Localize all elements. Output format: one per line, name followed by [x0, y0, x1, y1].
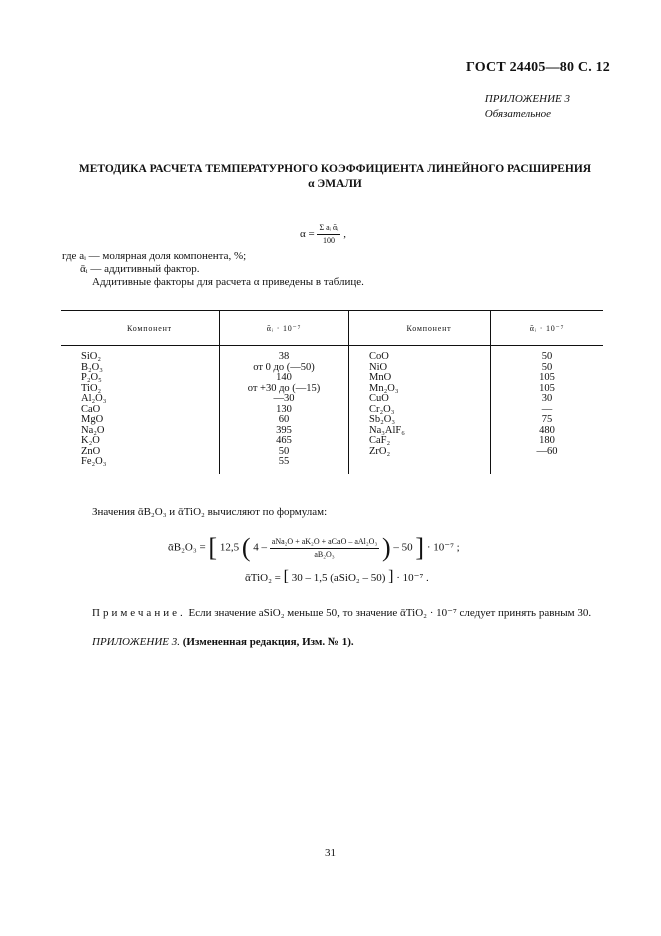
- cell-factor-2: 105: [491, 384, 604, 395]
- definition-alpha: ᾱᵢ — аддитивный фактор.: [80, 263, 200, 275]
- formula-b2o3-fraction: [270, 536, 379, 561]
- header-factor-1: ᾱᵢ · 10⁻⁷: [220, 311, 349, 346]
- document-header: ГОСТ 24405—80 С. 12: [466, 60, 610, 75]
- amendment-note: [92, 636, 354, 648]
- cell-factor-2: [491, 457, 604, 474]
- table-row: [61, 415, 603, 426]
- note: [92, 606, 591, 619]
- cell-factor-1: 140: [220, 373, 349, 384]
- cell-component-2: ZrO₂: [349, 447, 491, 458]
- cell-factor-1: 50: [220, 447, 349, 458]
- paren-open-icon: (: [241, 533, 251, 562]
- additive-factors-table: [61, 310, 603, 474]
- cell-factor-2: —: [491, 405, 604, 416]
- cell-component-1: ZnO: [81, 445, 101, 457]
- cell-component-1: B₂O₃: [81, 361, 103, 373]
- appendix-label: ПРИЛОЖЕНИЕ 3: [484, 93, 570, 105]
- formula-b2o3-denominator: aB₂O₃: [314, 549, 335, 559]
- formula-b2o3: [168, 535, 460, 561]
- header-component-2: Компонент: [349, 311, 491, 346]
- table-row: [61, 394, 603, 405]
- cell-component-2: Sb₂O₃: [349, 415, 491, 426]
- cell-component-1: Al₂O₃: [81, 393, 107, 404]
- cell-factor-1: 395: [220, 426, 349, 437]
- title-line-1: МЕТОДИКА РАСЧЕТА ТЕМПЕРАТУРНОГО КОЭФФИЦИЕНТА ЛИНЕЙНОГО РАСШИРЕНИЯ: [78, 163, 592, 175]
- definitions: [62, 250, 246, 276]
- table-row: [61, 457, 603, 474]
- table-header-row: [61, 311, 603, 346]
- cell-component-1: K₂O: [81, 435, 100, 446]
- cell-component-1: SiO₂: [81, 351, 102, 362]
- table-row: [61, 447, 603, 458]
- formula-tio2-lhs: ᾱTiO₂ =: [245, 572, 281, 584]
- cell-factor-2: 75: [491, 415, 604, 426]
- formula-alpha-lhs: α =: [300, 228, 315, 241]
- formula-b2o3-minus: – 50: [393, 541, 413, 554]
- formula-b2o3-inner: 4 –: [253, 541, 268, 554]
- formula-b2o3-tail: · 10⁻⁷ ;: [426, 541, 460, 554]
- cell-factor-2: 480: [491, 426, 604, 437]
- cell-component-1: CaO: [81, 403, 101, 415]
- table-intro: Аддитивные факторы для расчета α приведены в таблице.: [92, 276, 364, 288]
- amendment-text: (Измененная редакция, Изм. № 1).: [182, 636, 354, 648]
- cell-factor-1: 465: [220, 436, 349, 447]
- cell-component-1: TiO₂: [81, 382, 102, 394]
- cell-factor-1: —30: [220, 394, 349, 405]
- paren-close-icon: ): [382, 533, 391, 562]
- calc-intro: Значения ᾱB₂O₃ и ᾱTiO₂ вычисляют по формулам:: [92, 506, 328, 518]
- formula-alpha-tail: ,: [343, 228, 346, 241]
- table-row: [61, 405, 603, 416]
- note-label: Примечание.: [92, 607, 186, 619]
- cell-factor-1: 60: [220, 415, 349, 426]
- header-component-1: Компонент: [61, 311, 220, 346]
- formula-b2o3-coef: 12,5: [219, 541, 240, 554]
- section-title: [60, 162, 610, 192]
- formula-b2o3-numerator: aNa₂O + aK₂O + aCaO – aAl₂O₃: [270, 536, 379, 549]
- page-number: 31: [325, 847, 336, 859]
- title-line-2: α ЭМАЛИ: [308, 178, 362, 190]
- cell-factor-2: 180: [491, 436, 604, 447]
- cell-component-2: MnO: [349, 373, 491, 384]
- formula-tio2-tail: · 10⁻⁷ .: [396, 572, 429, 584]
- formula-alpha-fraction: [317, 222, 340, 247]
- formula-tio2: [245, 568, 429, 586]
- appendix-block: [485, 92, 570, 122]
- cell-factor-2: —60: [491, 447, 604, 458]
- table-row: [61, 363, 603, 374]
- note-text: Если значение aSiO₂ меньше 50, то значение ᾱTiO₂ · 10⁻⁷ следует принять равным 30.: [188, 607, 592, 619]
- cell-component-1: P₂O₅: [81, 372, 102, 383]
- appendix-status: Обязательное: [484, 108, 552, 120]
- table-row: [61, 384, 603, 395]
- cell-component-2: CuO: [349, 394, 491, 405]
- cell-component-1: MgO: [81, 414, 104, 425]
- formula-alpha-numerator: Σ aᵢ ᾱᵢ: [317, 222, 340, 235]
- cell-factor-1: от +30 до (—15): [220, 384, 349, 395]
- bracket-close-icon: ]: [388, 568, 394, 585]
- cell-component-2: Mn₂O₃: [349, 384, 491, 395]
- table-row: [61, 373, 603, 384]
- cell-component-2: Na₃AlF₆: [349, 426, 491, 437]
- formula-b2o3-lhs: ᾱB₂O₃ =: [168, 541, 206, 554]
- cell-factor-1: 38: [220, 346, 349, 363]
- table-row: [61, 346, 603, 363]
- formula-tio2-body: 30 – 1,5 (aSiO₂ – 50): [291, 572, 386, 584]
- cell-component-2: NiO: [349, 363, 491, 374]
- definition-a: где aᵢ — молярная доля компонента, %;: [62, 250, 247, 262]
- formula-alpha: [300, 222, 346, 247]
- cell-factor-1: 55: [220, 457, 349, 474]
- cell-factor-2: 50: [491, 346, 604, 363]
- cell-component-2: CoO: [349, 346, 491, 363]
- cell-component-1: Na₂O: [81, 424, 105, 436]
- cell-factor-2: 30: [491, 394, 604, 405]
- amendment-label: ПРИЛОЖЕНИЕ 3.: [92, 636, 180, 648]
- cell-factor-1: от 0 до (—50): [220, 363, 349, 374]
- cell-factor-1: 130: [220, 405, 349, 416]
- bracket-open-icon: [: [208, 533, 218, 562]
- cell-component-1: Fe₂O₃: [81, 456, 107, 467]
- formula-alpha-denominator: 100: [322, 236, 335, 245]
- table-row: [61, 436, 603, 447]
- table-row: [61, 426, 603, 437]
- cell-factor-2: 50: [491, 363, 604, 374]
- cell-component-2: CaF₂: [349, 436, 491, 447]
- cell-factor-2: 105: [491, 373, 604, 384]
- bracket-open-icon: [: [283, 568, 289, 585]
- cell-component-2: [349, 457, 491, 474]
- header-factor-2: ᾱᵢ · 10⁻⁷: [491, 311, 604, 346]
- cell-component-2: Cr₂O₃: [349, 405, 491, 416]
- bracket-close-icon: ]: [415, 533, 425, 562]
